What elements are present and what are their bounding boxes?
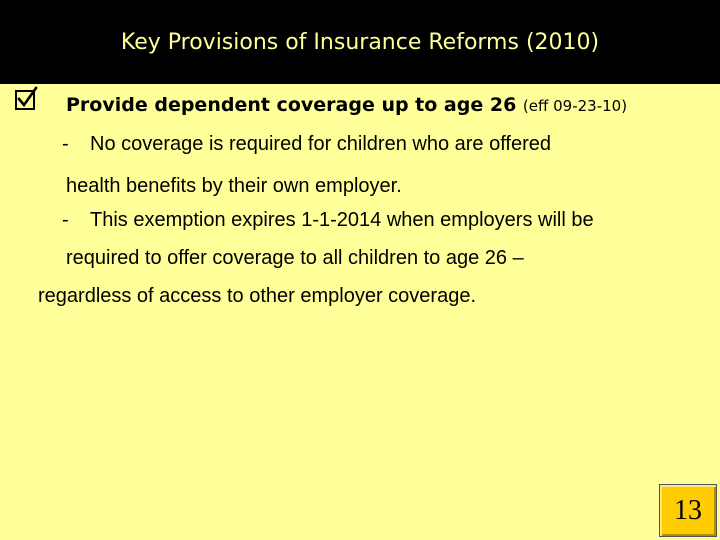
provision-title: Provide dependent coverage up to age 26 [66, 94, 517, 116]
bullet-line-4 [66, 244, 524, 272]
bullet-text-4: required to offer coverage to all children to age 26 – [66, 247, 524, 269]
page-number-badge: 13 [659, 484, 717, 537]
bullet-text-1: No coverage is required for children who are offered [90, 133, 551, 155]
bullet-line-3 [62, 206, 594, 234]
checkbox-checked-icon [14, 86, 40, 112]
provision-heading [66, 90, 627, 121]
bullet-line-1 [62, 130, 551, 158]
title-bar [0, 0, 720, 84]
bullet-text-5: regardless of access to other employer coverage. [38, 285, 476, 307]
bullet-line-5 [38, 282, 476, 310]
bullet-text-3: This exemption expires 1-1-2014 when employers will be [90, 209, 594, 231]
slide-title: Key Provisions of Insurance Reforms (2010) [120, 30, 600, 55]
effective-date: (eff 09-23-10) [522, 97, 628, 115]
bullet-dash: - [62, 209, 69, 231]
bullet-text-2: health benefits by their own employer. [66, 175, 402, 197]
bullet-line-2 [66, 172, 402, 200]
bullet-dash: - [62, 133, 69, 155]
